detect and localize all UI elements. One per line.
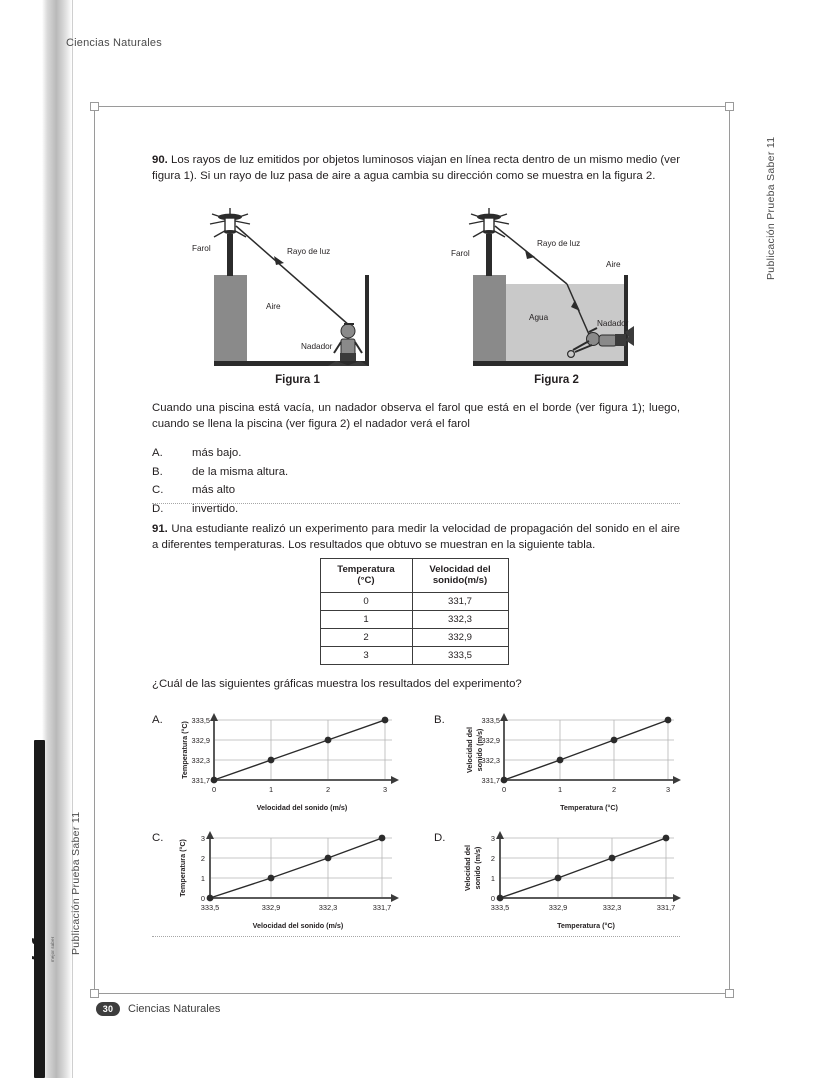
table-row bbox=[320, 592, 508, 610]
table-row bbox=[320, 628, 508, 646]
chart-d-xtick-0: 333,5 bbox=[490, 903, 510, 912]
corner-mark-top-right bbox=[725, 102, 734, 111]
chart-c-xtick-3: 331,7 bbox=[372, 903, 392, 912]
answer-a-letter: A. bbox=[152, 714, 163, 726]
answer-option-b[interactable] bbox=[434, 706, 692, 818]
chart-a-xtick-0: 0 bbox=[211, 785, 217, 794]
cell-temp: 1 bbox=[320, 610, 412, 628]
option-b-letter: B. bbox=[152, 465, 163, 478]
figure-2-label-water: Agua bbox=[529, 313, 549, 322]
option-a-letter: A. bbox=[152, 447, 163, 460]
chart-d-xlabel: Temperatura (°C) bbox=[557, 921, 615, 930]
chart-b-xtick-3: 3 bbox=[665, 785, 671, 794]
chart-d-xtick-2: 332,3 bbox=[602, 903, 622, 912]
section-divider-bottom bbox=[152, 936, 680, 937]
section-divider-top bbox=[152, 503, 680, 504]
chart-d-xtick-3: 331,7 bbox=[656, 903, 676, 912]
figure-2-label-farol: Farol bbox=[451, 249, 470, 258]
chart-c-xtick-0: 333,5 bbox=[200, 903, 220, 912]
chart-b-xtick-2: 2 bbox=[611, 785, 617, 794]
option-d-text: invertido. bbox=[192, 502, 239, 515]
chart-d-ytick-2: 2 bbox=[490, 854, 495, 863]
table-header-temperature: Temperatura (°C) bbox=[320, 559, 412, 593]
question-90-options bbox=[152, 444, 680, 518]
sidebar-text-left: Publicación Prueba Saber 11 bbox=[70, 811, 82, 955]
question-90-stem bbox=[152, 152, 680, 184]
question-91-prompt-wrap bbox=[152, 676, 680, 692]
question-91-text: Una estudiante realizó un experimento para medir la velocidad de propagación del sonido en el aire a diferentes temperaturas. Los resultados que obtuvo se muestran en la siguiente tabla. bbox=[152, 523, 680, 552]
experiment-data-table bbox=[320, 558, 509, 665]
answer-option-c[interactable] bbox=[152, 824, 410, 936]
chart-a bbox=[174, 706, 410, 818]
chart-d bbox=[456, 824, 692, 936]
option-c-text: más alto bbox=[192, 484, 236, 497]
option-c[interactable] bbox=[152, 481, 680, 499]
chart-a-xtick-3: 3 bbox=[382, 785, 388, 794]
answer-option-a[interactable] bbox=[152, 706, 410, 818]
figure-1-label-farol: Farol bbox=[192, 244, 211, 253]
chart-c-xlabel: Velocidad del sonido (m/s) bbox=[252, 921, 344, 930]
table-row bbox=[320, 610, 508, 628]
checkmark-icon: ✓ bbox=[32, 900, 49, 911]
icfes-logo bbox=[30, 900, 72, 962]
figure-2-label-ray: Rayo de luz bbox=[537, 239, 581, 248]
data-table-wrapper bbox=[0, 558, 828, 665]
running-head: Ciencias Naturales bbox=[66, 37, 162, 49]
figure-1-label-air: Aire bbox=[266, 302, 281, 311]
chart-a-ytick-0: 331,7 bbox=[191, 776, 210, 785]
chart-b-ylabel-line2: sonido (m/s) bbox=[475, 728, 484, 772]
question-91-prompt: ¿Cuál de las siguientes gráficas muestra los resultados del experimento? bbox=[152, 678, 522, 690]
chart-b-ytick-0: 331,7 bbox=[481, 776, 500, 785]
chart-c-xtick-1: 332,9 bbox=[261, 903, 281, 912]
chart-c-ylabel: Temperatura (°C) bbox=[178, 839, 187, 897]
figure-2-label-swimmer: Nadador bbox=[597, 319, 629, 328]
chart-b-xtick-1: 1 bbox=[557, 785, 563, 794]
chart-b-ylabel-line1: Velocidad del bbox=[465, 727, 474, 773]
chart-d-xtick-1: 332,9 bbox=[548, 903, 568, 912]
option-b[interactable] bbox=[152, 463, 680, 481]
question-90-body bbox=[152, 400, 680, 518]
chart-a-ytick-2: 332,9 bbox=[191, 736, 210, 745]
chart-a-xtick-1: 1 bbox=[268, 785, 274, 794]
answer-d-letter: D. bbox=[434, 832, 446, 844]
chart-a-ytick-3: 333,5 bbox=[191, 716, 210, 725]
chart-c-xtick-2: 332,3 bbox=[318, 903, 338, 912]
question-90-number: 90. bbox=[152, 154, 168, 166]
chart-a-xlabel: Velocidad del sonido (m/s) bbox=[256, 803, 348, 812]
answer-b-letter: B. bbox=[434, 714, 445, 726]
cell-vel: 332,9 bbox=[412, 628, 508, 646]
corner-mark-bottom-right bbox=[725, 989, 734, 998]
sidebar-text-right: Publicación Prueba Saber 11 bbox=[765, 136, 777, 280]
cell-temp: 3 bbox=[320, 646, 412, 664]
figure-1-label-swimmer: Nadador bbox=[301, 342, 333, 351]
question-90-text: Los rayos de luz emitidos por objetos luminosos viajan en línea recta dentro de un mismo medio (ver figura 1). Si un rayo de luz pasa de aire a agua cambia su dirección como se muestra en la figura 2. bbox=[152, 154, 680, 183]
footer-subject-label: Ciencias Naturales bbox=[128, 1003, 221, 1015]
chart-c-ytick-0: 0 bbox=[200, 894, 205, 903]
chart-a-ytick-1: 332,3 bbox=[191, 756, 210, 765]
question-91-number: 91. bbox=[152, 523, 168, 535]
figure-1-label-ray: Rayo de luz bbox=[287, 247, 331, 256]
question-91-stem bbox=[152, 521, 680, 553]
chart-c bbox=[174, 824, 410, 936]
chart-d-ytick-0: 0 bbox=[490, 894, 495, 903]
page-footer bbox=[96, 1002, 220, 1016]
figure-2-caption: Figura 2 bbox=[534, 374, 579, 386]
chart-a-xtick-2: 2 bbox=[325, 785, 331, 794]
answer-option-d[interactable] bbox=[434, 824, 692, 936]
figure-1-caption: Figura 1 bbox=[275, 374, 320, 386]
chart-d-ylabel-line2: sonido (m/s) bbox=[473, 846, 482, 890]
option-a[interactable] bbox=[152, 444, 680, 462]
chart-c-ytick-1: 1 bbox=[200, 874, 205, 883]
chart-b-ytick-3: 333,5 bbox=[481, 716, 500, 725]
page-number-badge: 30 bbox=[96, 1002, 120, 1016]
question-90-after-figures: Cuando una piscina está vacía, un nadador observa el farol que está en el borde (ver figura 1); luego, cuando se llena la piscina (ver figura 2) el nadador verá el farol bbox=[152, 402, 680, 431]
corner-mark-bottom-left bbox=[90, 989, 99, 998]
option-a-text: más bajo. bbox=[192, 447, 242, 460]
chart-b-ytick-2: 332,9 bbox=[481, 736, 500, 745]
corner-mark-top-left bbox=[90, 102, 99, 111]
chart-b bbox=[456, 706, 692, 818]
chart-a-ylabel: Temperatura (°C) bbox=[180, 721, 189, 779]
chart-d-ytick-1: 1 bbox=[490, 874, 495, 883]
figures-group bbox=[152, 206, 680, 392]
cell-vel: 332,3 bbox=[412, 610, 508, 628]
figure-2-label-air: Aire bbox=[606, 260, 621, 269]
table-header-row bbox=[320, 559, 508, 593]
chart-d-ytick-3: 3 bbox=[490, 834, 495, 843]
figure-1 bbox=[190, 206, 405, 372]
option-c-letter: C. bbox=[152, 484, 164, 497]
chart-b-xtick-0: 0 bbox=[501, 785, 507, 794]
cell-temp: 0 bbox=[320, 592, 412, 610]
chart-d-ylabel-line1: Velocidad del bbox=[463, 845, 472, 891]
figure-2 bbox=[449, 206, 664, 372]
answer-c-letter: C. bbox=[152, 832, 164, 844]
cell-vel: 331,7 bbox=[412, 592, 508, 610]
table-header-velocity: Velocidad del sonido(m/s) bbox=[412, 559, 508, 593]
option-b-text: de la misma altura. bbox=[192, 465, 289, 478]
cell-temp: 2 bbox=[320, 628, 412, 646]
chart-b-xlabel: Temperatura (°C) bbox=[560, 803, 618, 812]
option-d-letter: D. bbox=[152, 502, 164, 515]
cell-vel: 333,5 bbox=[412, 646, 508, 664]
chart-b-ytick-1: 332,3 bbox=[481, 756, 500, 765]
icfes-logo-wordmark: icfes bbox=[30, 920, 50, 962]
table-row bbox=[320, 646, 508, 664]
icfes-logo-tagline: mejor saber bbox=[50, 936, 55, 962]
chart-c-ytick-3: 3 bbox=[200, 834, 205, 843]
chart-c-ytick-2: 2 bbox=[200, 854, 205, 863]
